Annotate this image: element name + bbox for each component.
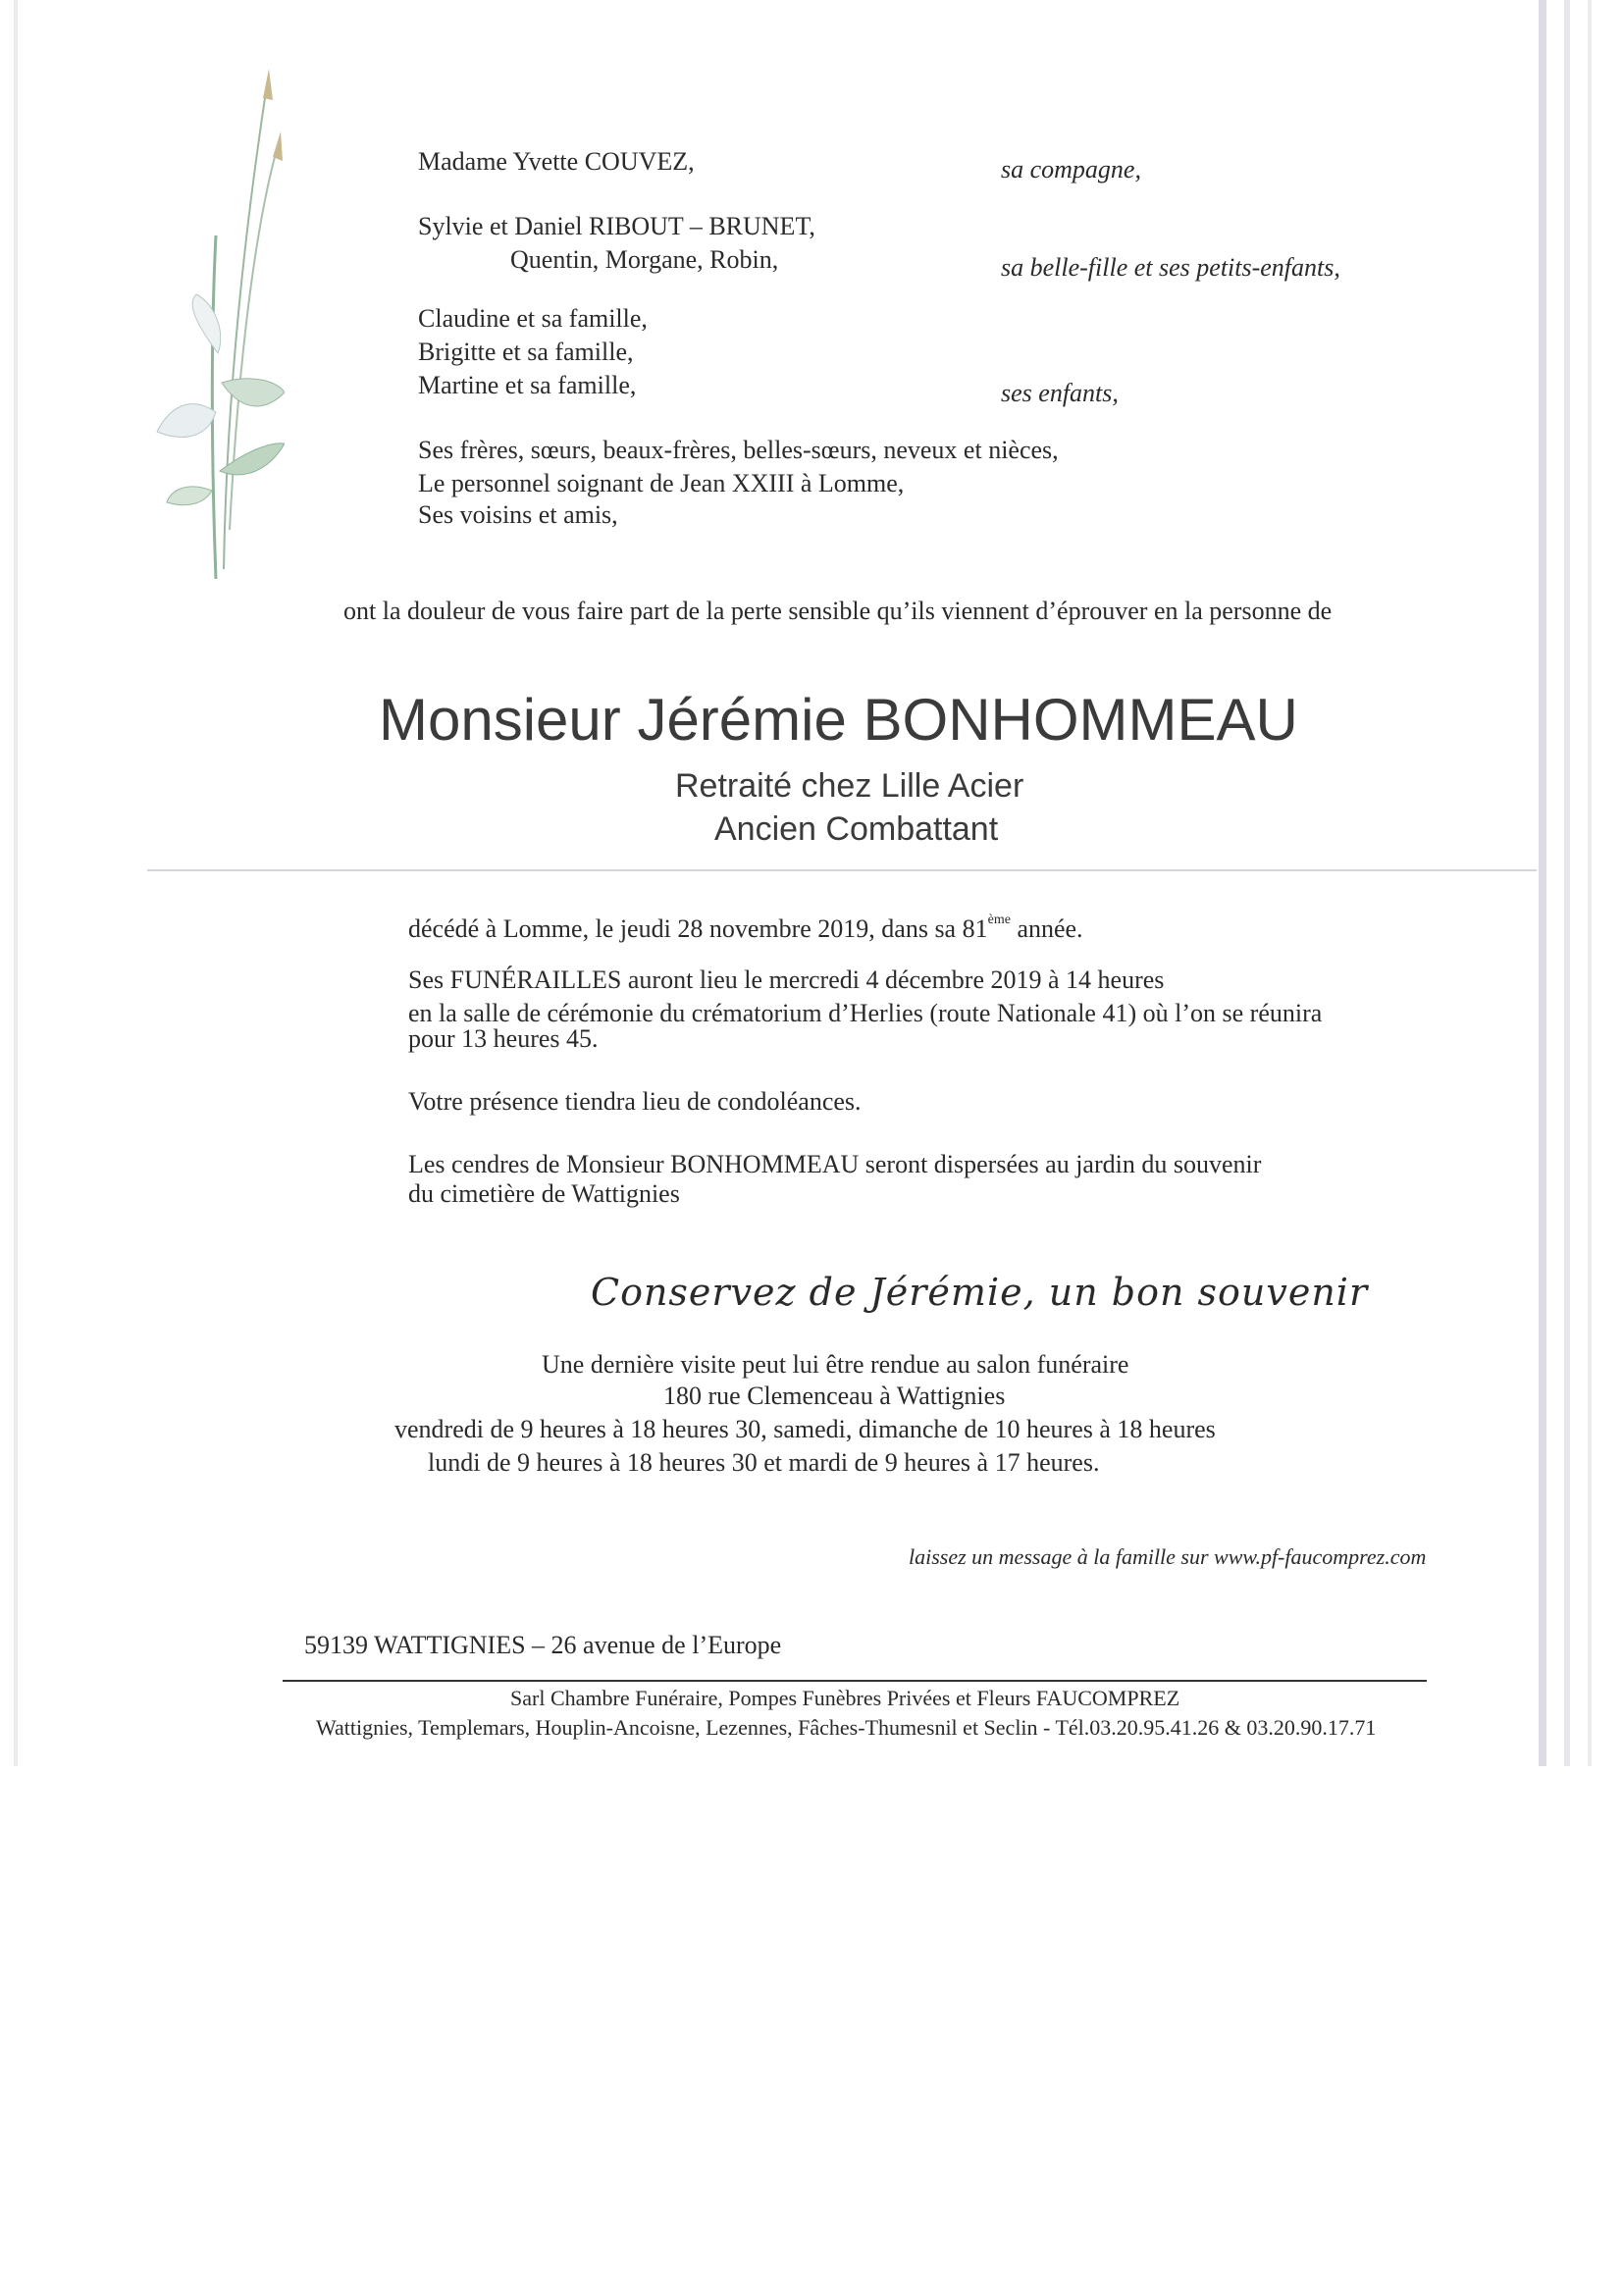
visit-line-4: lundi de 9 heures à 18 heures 30 et mardi de 9 heures à 17 heures. — [428, 1448, 1100, 1477]
family-line-5: Brigitte et sa famille, — [418, 338, 634, 366]
family-line-6: Martine et sa famille, — [418, 371, 637, 399]
sheet-edge-right-3 — [1588, 0, 1592, 1766]
ashes-line-2: du cimetière de Wattignies — [408, 1179, 680, 1208]
company-locations: Wattignies, Templemars, Houplin-Ancoisne, Lezennes, Fâches-Thumesnil et Seclin - Tél.03.20.95.41.26 & 03.20.90.17.71 — [316, 1715, 1377, 1740]
footer-rule — [283, 1680, 1427, 1682]
family-role-3: ses enfants, — [1001, 379, 1119, 407]
family-line-7: Ses frères, sœurs, beaux-frères, belles-sœurs, neveux et nièces, — [418, 436, 1059, 464]
visit-line-3: vendredi de 9 heures à 18 heures 30, samedi, dimanche de 10 heures à 18 heures — [394, 1415, 1216, 1443]
remembrance-line: Conservez de Jérémie, un bon souvenir — [591, 1271, 1369, 1314]
visit-line-1: Une dernière visite peut lui être rendue au salon funéraire — [542, 1350, 1129, 1379]
death-details: décédé à Lomme, le jeudi 28 novembre 2019, dans sa 81ème année. — [408, 913, 1083, 943]
company-name: Sarl Chambre Funéraire, Pompes Funèbres Privées et Fleurs FAUCOMPREZ — [510, 1686, 1180, 1710]
sheet-edge-right — [1539, 0, 1546, 1766]
web-message: laissez un message à la famille sur www.pf-faucomprez.com — [909, 1544, 1427, 1569]
family-line-3: Quentin, Morgane, Robin, — [510, 245, 779, 274]
calla-lily-illustration — [147, 59, 285, 589]
sheet-edge-right-2 — [1564, 0, 1570, 1766]
funeral-line-2: en la salle de cérémonie du crématorium d’Herlies (route Nationale 41) où l’on se réunira — [408, 999, 1323, 1027]
announcement-text: ont la douleur de vous faire part de la perte sensible qu’ils viennent d’éprouver en la personne de — [343, 597, 1333, 625]
family-line-2: Sylvie et Daniel RIBOUT – BRUNET, — [418, 212, 815, 240]
family-role-1: sa compagne, — [1001, 155, 1141, 183]
deceased-title: Ancien Combattant — [714, 810, 999, 848]
fold-line — [147, 869, 1537, 871]
funeral-line-1: Ses FUNÉRAILLES auront lieu le mercredi 4 décembre 2019 à 14 heures — [408, 965, 1165, 994]
family-line-9: Ses voisins et amis, — [418, 500, 618, 529]
company-address: 59139 WATTIGNIES – 26 avenue de l’Europe — [304, 1631, 782, 1659]
funeral-line-3: pour 13 heures 45. — [408, 1024, 599, 1053]
family-role-2: sa belle-fille et ses petits-enfants, — [1001, 253, 1340, 282]
deceased-occupation: Retraité chez Lille Acier — [675, 767, 1024, 805]
sheet-edge-left — [14, 0, 18, 1766]
condolence-text: Votre présence tiendra lieu de condoléances. — [408, 1087, 862, 1116]
family-line-4: Claudine et sa famille, — [418, 304, 648, 333]
deceased-name: Monsieur Jérémie BONHOMMEAU — [379, 687, 1298, 753]
visit-line-2: 180 rue Clemenceau à Wattignies — [663, 1382, 1006, 1410]
family-line-1: Madame Yvette COUVEZ, — [418, 147, 695, 176]
family-line-8: Le personnel soignant de Jean XXIII à Lomme, — [418, 469, 905, 497]
ashes-line-1: Les cendres de Monsieur BONHOMMEAU seront dispersées au jardin du souvenir — [408, 1150, 1262, 1178]
